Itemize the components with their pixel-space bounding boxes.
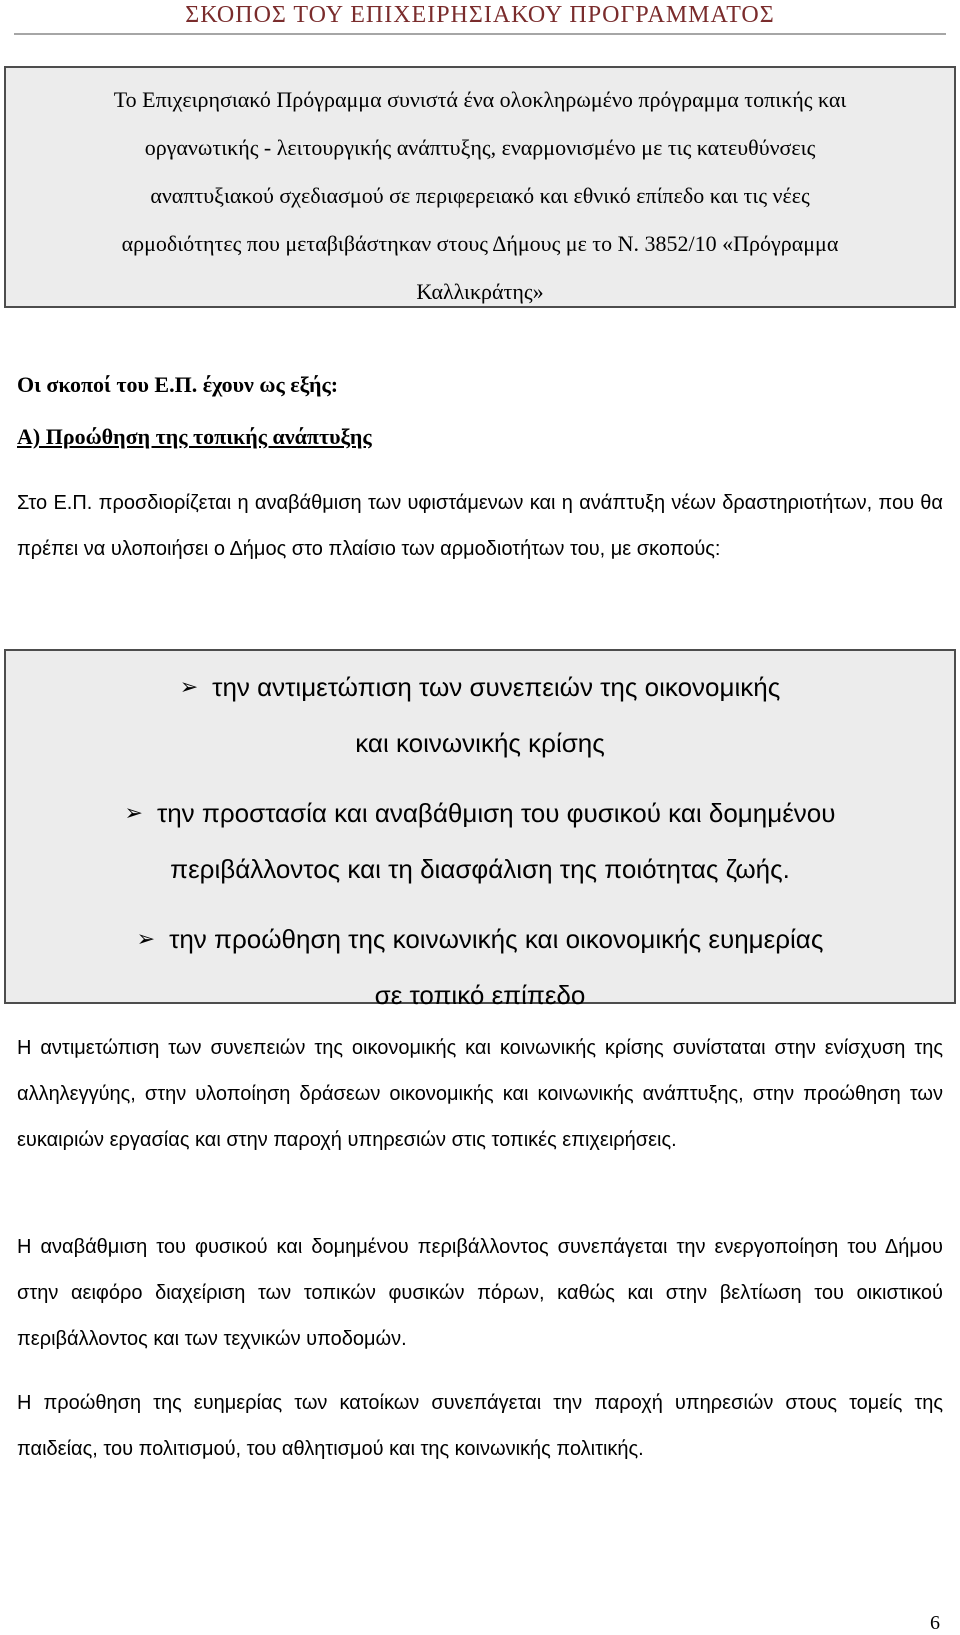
goal-text-line: την προστασία και αναβάθμιση του φυσικού και δομημένου xyxy=(156,798,836,828)
intro-line: αναπτυξιακού σχεδιασμού σε περιφερειακό και εθνικό επίπεδο και τις νέες xyxy=(150,183,810,208)
page-number: 6 xyxy=(930,1612,940,1634)
goal-item xyxy=(6,659,954,771)
intro-box xyxy=(4,66,956,308)
header-divider xyxy=(14,33,946,35)
paragraph-welfare: Η προώθηση της ευημερίας των κατοίκων συνεπάγεται την παροχή υπηρεσιών στους τομείς της παιδείας, του πολιτισμού, του αθλητισμού και της κοινωνικής πολιτικής. xyxy=(17,1392,943,1460)
intro-line: Καλλικράτης» xyxy=(416,279,544,304)
intro-line: οργανωτικής - λειτουργικής ανάπτυξης, εναρμονισμένο με τις κατευθύνσεις xyxy=(144,135,816,160)
paragraph-goals-intro: Στο Ε.Π. προσδιορίζεται η αναβάθμιση των υφιστάμενων και η ανάπτυξη νέων δραστηριοτήτων, που θα πρέπει να υλοποιήσει ο Δήμος στο πλαίσιο των αρμοδιοτήτων του, με σκοπούς: xyxy=(17,492,943,560)
goal-item xyxy=(6,785,954,897)
goal-text-line: σε τοπικό επίπεδο xyxy=(374,980,586,1010)
intro-line: αρμοδιότητες που μεταβιβάστηκαν στους Δήμους με το Ν. 3852/10 «Πρόγραμμα xyxy=(121,231,839,256)
intro-line: Το Επιχειρησιακό Πρόγραμμα συνιστά ένα ολοκληρωμένο πρόγραμμα τοπικής και xyxy=(113,87,847,112)
arrow-bullet-icon: ➢ xyxy=(136,926,156,951)
page-header-title: ΣΚΟΠΟΣ ΤΟΥ ΕΠΙΧΕΙΡΗΣΙΑΚΟΥ ΠΡΟΓΡΑΜΜΑΤΟΣ xyxy=(185,2,775,28)
goal-item xyxy=(6,911,954,1023)
paragraph-environment: Η αναβάθμιση του φυσικού και δομημένου περιβάλλοντος συνεπάγεται την ενεργοποίηση του Δήμου στην αειφόρο διαχείριση των τοπικών φυσικών πόρων, καθώς και στην βελτίωση του οικιστικού περιβάλλοντος και των τεχνικών υποδομών. xyxy=(17,1236,943,1350)
section-a-heading: Α) Προώθηση της τοπικής ανάπτυξης xyxy=(17,424,372,449)
goals-intro-heading: Οι σκοποί του Ε.Π. έχουν ως εξής: xyxy=(17,372,339,397)
paragraph-crisis: Η αντιμετώπιση των συνεπειών της οικονομικής και κοινωνικής κρίσης συνίσταται στην ενίσχυση της αλληλεγγύης, στην υλοποίηση δράσεων οικονομικής και κοινωνικής ανάπτυξης, στην προώθηση των ευκαιριών εργασίας και στην παροχή υπηρεσιών στις τοπικές επιχειρήσεις. xyxy=(17,1037,943,1151)
arrow-bullet-icon: ➢ xyxy=(124,800,143,825)
goal-text-line: περιβάλλοντος και τη διασφάλιση της ποιότητας ζωής. xyxy=(170,854,790,884)
goal-text-line: και κοινωνικής κρίσης xyxy=(355,728,605,758)
goal-text-line: την προώθηση της κοινωνικής και οικονομικής ευημερίας xyxy=(169,924,824,954)
goal-text-line: την αντιμετώπιση των συνεπειών της οικονομικής xyxy=(212,672,781,702)
goals-box xyxy=(4,649,956,1010)
arrow-bullet-icon: ➢ xyxy=(179,674,199,699)
